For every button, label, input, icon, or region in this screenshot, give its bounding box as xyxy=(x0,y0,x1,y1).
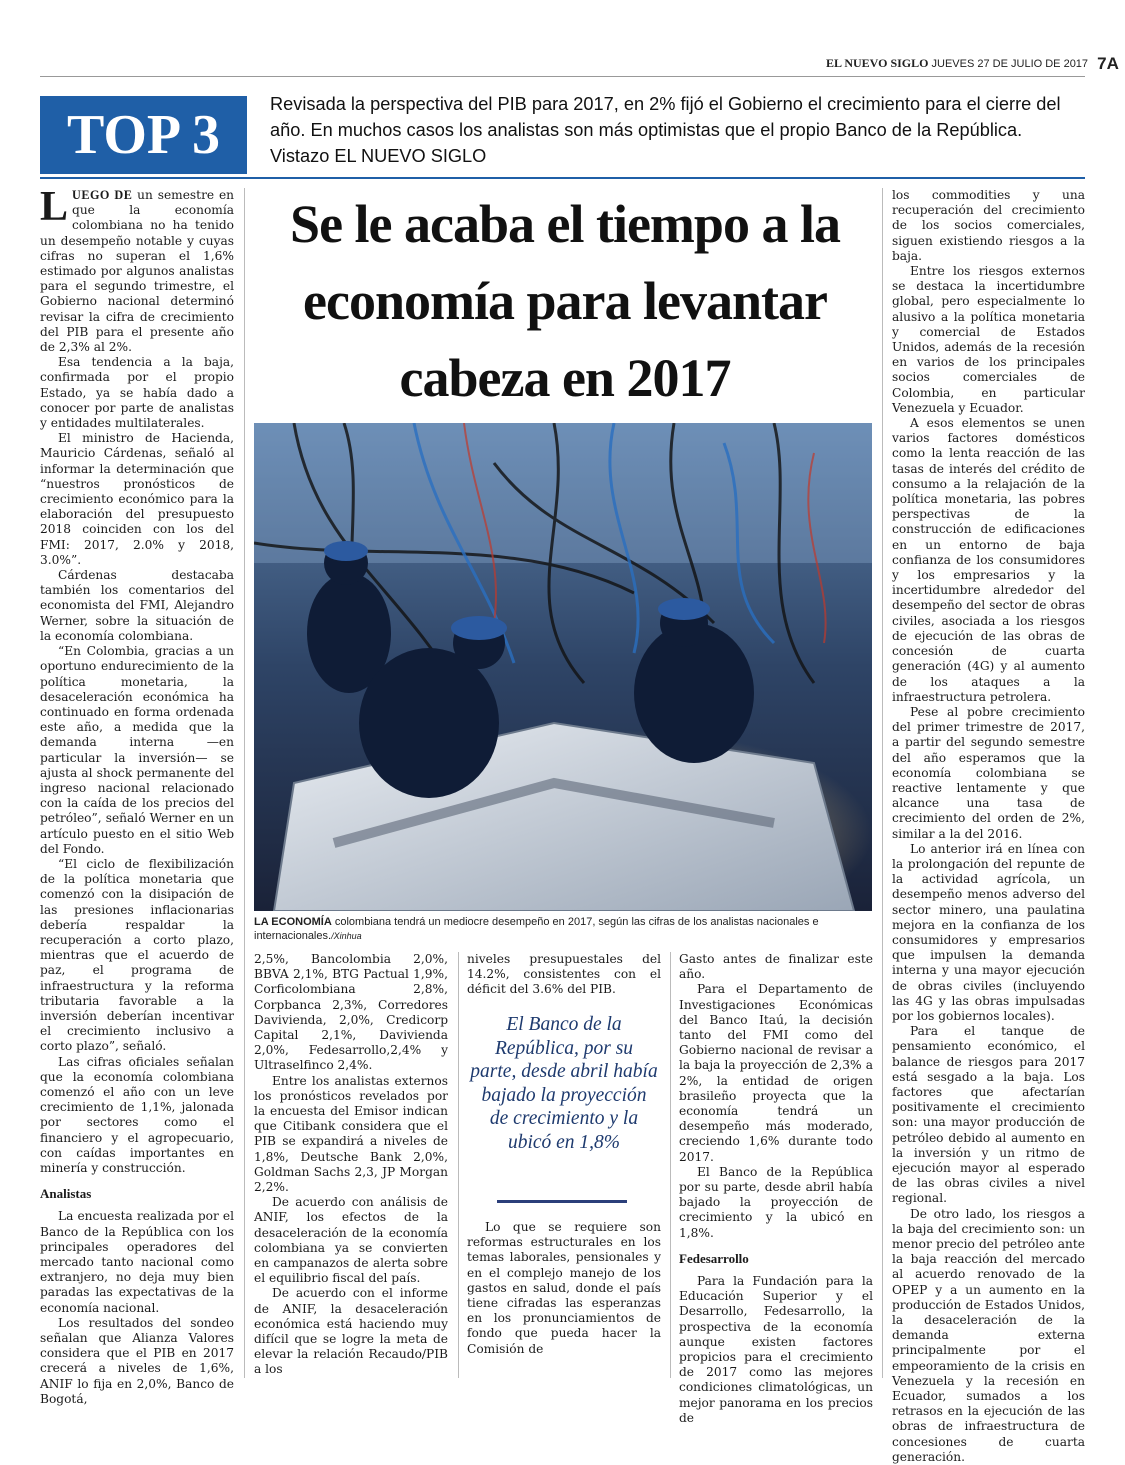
paragraph: Para el tanque de pensamiento económico, el balance de riesgos para 2017 está sesgado a la baja. Los factores que afectarían positivamente el crecimiento son: una mayor producción de petróleo debido al aumento en la inversión y un ritmo de ejecución mayor al esperado de las obras civiles a nivel regional. xyxy=(892,1024,1085,1206)
article-column-5 xyxy=(892,188,1085,1465)
paragraph: De otro lado, los riesgos a la baja del crecimiento son: un menor precio del petróleo ante la baja reacción del mercado al acuerdo renovado de la OPEP y a un aumento en la producción de Estados Unidos, la desaceleración de la demanda externa principalmente por el empeoramiento de la crisis en Venezuela y la recesión en Ecuador, sumados a los retrasos en la ejecución de las obras de infraestructura de concesiones de cuarta generación. xyxy=(892,1206,1085,1464)
intro-rule xyxy=(40,177,1085,179)
paragraph: Para la Fundación para la Educación Superior y el Desarrollo, Fedesarrollo, la prospectiva de la economía aunque existen factores propicios para el crecimiento de 2017 como las mejores condiciones climatológicas, un mejor panorama en los precios de xyxy=(679,1274,873,1425)
paragraph: Pese al pobre crecimiento del primer trimestre de 2017, a partir del segundo semestre del año esperamos que la economía colombiana se reactive lentamente y que alcance una tasa de crecimiento del orden de 2%, similar a la del 2016. xyxy=(892,704,1085,841)
paragraph: Lo anterior irá en línea con la prolongación del repunte de la actividad agrícola, un desempeño menos adverso del sector minero, una paulatina mejora en la confianza de los consumidores y empresarios que impulsen la demanda interna y una mayor ejecución de obras civiles (incluyendo las 4G y las obras impulsadas por los gobiernos locales). xyxy=(892,841,1085,1023)
photo-caption xyxy=(254,915,872,943)
paragraph: Las cifras oficiales señalan que la economía colombiana comenzó el año con un leve crecimiento de 1,1%, jalonada por sectores como el financiero y el agropecuario, con caídas importantes en minería y construcción. xyxy=(40,1054,234,1175)
paragraph xyxy=(40,184,235,355)
pull-quote-rule xyxy=(497,1200,627,1203)
article-column-1 xyxy=(40,184,235,1407)
issue-date: JUEVES 27 DE JULIO DE 2017 xyxy=(931,58,1089,70)
paragraph: “El ciclo de flexibilización de la política monetaria que comenzó con la disipación de las presiones inflacionarias debería respaldar la recuperación a corto plazo, mientras que el acuerdo de paz, el programa de infraestructura y la reforma tributaria favorable a la inversión deberían incentivar el crecimiento inclusivo a corto plazo”, señaló. xyxy=(40,856,234,1054)
headline: Se le acaba el tiempo a la economía para levantar cabeza en 2017 xyxy=(290,194,840,408)
photo-credit: /Xinhua xyxy=(331,931,362,941)
paragraph: A esos elementos se unen varios factores domésticos como la lenta reacción de las tasas de interés del crédito de consumo a la relajación de la política monetaria, las pobres perspectivas de la construcción de edificaciones en un entorno de baja confianza de los consumidores y los empresarios y la incertidumbre alrededor del desempeño del sector de obras civiles, asociada a los riesgos de ejecución de las obras de concesión de cuarta generación (4G) y al aumento de los ataques a la infraestructura petrolera. xyxy=(892,416,1085,704)
paragraph: Para el Departamento de Investigaciones Económicas del Banco Itaú, la decisión tanto del FMI como del Gobierno nacional de revisar a la baja la proyección de 2,3% a 2%, la entidad de origen brasileño proyecta que la economía tendrá un desempeño más moderado, creciendo 1,6% durante todo 2017. xyxy=(679,982,873,1164)
article-column-4 xyxy=(679,952,873,1426)
paragraph: El Banco de la República por su parte, desde abril había bajado la proyección de crecimiento y la ubicó en 1,8%. xyxy=(679,1164,873,1240)
top-rule xyxy=(40,76,1085,77)
column-rule xyxy=(244,188,245,1378)
drop-cap: L xyxy=(40,184,69,230)
subheading-fedesarrollo: Fedesarrollo xyxy=(679,1250,749,1266)
publication-name: EL NUEVO SIGLO xyxy=(826,56,929,70)
page-number: 7A xyxy=(1097,54,1119,73)
intro-deck: Revisada la perspectiva del PIB para 2017, en 2% fijó el Gobierno el crecimiento para el cierre del año. En muchos casos los analistas son más optimistas que el propio Banco de la República. Vistazo EL NUEVO SIGLO xyxy=(270,94,1061,166)
caption-text: colombiana tendrá un mediocre desempeño en 2017, según las cifras de los analistas nacionales e internacionales. xyxy=(254,916,819,942)
lead-in: UEGO DE xyxy=(72,188,133,202)
paragraph: “En Colombia, gracias a un oportuno endurecimiento de la política monetaria, la desaceleración económica ha continuado en forma ordenada este año, a medida que la demanda interna —en particular la inversión— se ajusta al shock permanente del ingreso nacional relacionado con la caída de los precios del petróleo”, señaló Werner en un artículo puesto en el sitio Web del Fondo. xyxy=(40,644,234,856)
article-column-3-continued xyxy=(467,1220,661,1357)
factory-photo xyxy=(254,423,872,911)
paragraph: Esa tendencia a la baja, confirmada por el propio Estado, ya se había dado a conocer por parte de analistas y entidades multilaterales. xyxy=(40,355,234,431)
column-rule xyxy=(670,952,671,1378)
paragraph: Los resultados del sondeo señalan que Alianza Valores considera que el PIB en 2017 crecerá a niveles de 1,6%, ANIF lo fija en 2,0%, Banco de Bogotá, xyxy=(40,1315,234,1406)
paragraph: De acuerdo con análisis de ANIF, los efectos de la desaceleración de la economía colombiana ya se convierten en campanazos de alerta sobre el equilibrio fiscal del país. xyxy=(254,1195,448,1286)
paragraph: La encuesta realizada por el Banco de la República con los principales operadores del mercado tanto nacional como extranjero, no deja muy bien paradas las expectativas de la economía nacional. xyxy=(40,1209,234,1315)
paragraph: El ministro de Hacienda, Mauricio Cárdenas, señaló al informar la determinación que “nuestros pronósticos de crecimiento económico para la elaboración del presupuesto 2018 coinciden con los del FMI: 2017, 2.0% y 2018, 3.0%”. xyxy=(40,431,234,567)
paragraph: Entre los analistas externos los pronósticos revelados por la encuesta del Emisor indican que Citibank considera que el PIB se expandirá a niveles de 1,8%, Deutsche Bank 2,0%, Goldman Sachs 2,3, JP Morgan 2,2%. xyxy=(254,1073,448,1195)
caption-lead: LA ECONOMÍA xyxy=(254,916,332,928)
pull-quote: El Banco de la República, por su parte, desde abril había bajado la proyección de crecimiento y la ubicó en 1,8% xyxy=(470,1014,658,1153)
paragraph: Gasto antes de finalizar este año. xyxy=(679,952,873,982)
masthead xyxy=(826,52,1119,73)
paragraph: niveles presupuestales del 14.2%, consistentes con el déficit del 3.6% del PIB. xyxy=(467,952,661,997)
paragraph: 2,5%, Bancolombia 2,0%, BBVA 2,1%, BTG Pactual 1,9%, Corficolombiana 2,8%, Corpbanca 2,3%, Corredores Davivienda, 2,0%, Credicorp Capital 2,1%, Davivienda 2,0%, Fedesarrollo,2,4% y Ultraselfinco 2,4%. xyxy=(254,952,448,1073)
article-column-2 xyxy=(254,952,448,1378)
paragraph: los commodities y una recuperación del crecimiento de los socios comerciales, siguen existiendo riesgos a la baja. xyxy=(892,188,1085,263)
paragraph: De acuerdo con el informe de ANIF, la desaceleración económica está haciendo muy difícil que se logre la meta de elevar la relación Recaudo/PIB a los xyxy=(254,1286,448,1377)
paragraph: Lo que se requiere son reformas estructurales en los temas laborales, pensionales y en el complejo manejo de los gastos en salud, donde el país tiene cifradas las esperanzas en los pronunciamientos de fondo que pueda hacer la Comisión de xyxy=(467,1220,661,1356)
paragraph: Entre los riesgos externos se destaca la incertidumbre global, pero especialmente lo alusivo a la política monetaria y comercial de Estados Unidos, además de la recesión en varios de los principales socios comerciales de Colombia, en particular Venezuela y Ecuador. xyxy=(892,264,1085,415)
paragraph-text: un semestre en que la economía colombiana no ha tenido un desempeño notable y cuyas cifras no superan el 1,6% estimado por algunos analistas para el segundo trimestre, el Gobierno nacional determinó revisar la cifra de crecimiento del PIB para el presente año de 2,3% al 2%. xyxy=(40,188,235,355)
column-rule xyxy=(458,952,459,1378)
factory-illustration xyxy=(254,423,872,911)
subheading-analistas: Analistas xyxy=(40,1186,92,1202)
paragraph: Cárdenas destacaba también los comentarios del economista del FMI, Alejandro Werner, sobre la situación de la economía colombiana. xyxy=(40,568,234,643)
column-rule xyxy=(882,188,883,1378)
article-column-3 xyxy=(467,952,661,998)
section-badge: TOP 3 xyxy=(40,96,247,174)
